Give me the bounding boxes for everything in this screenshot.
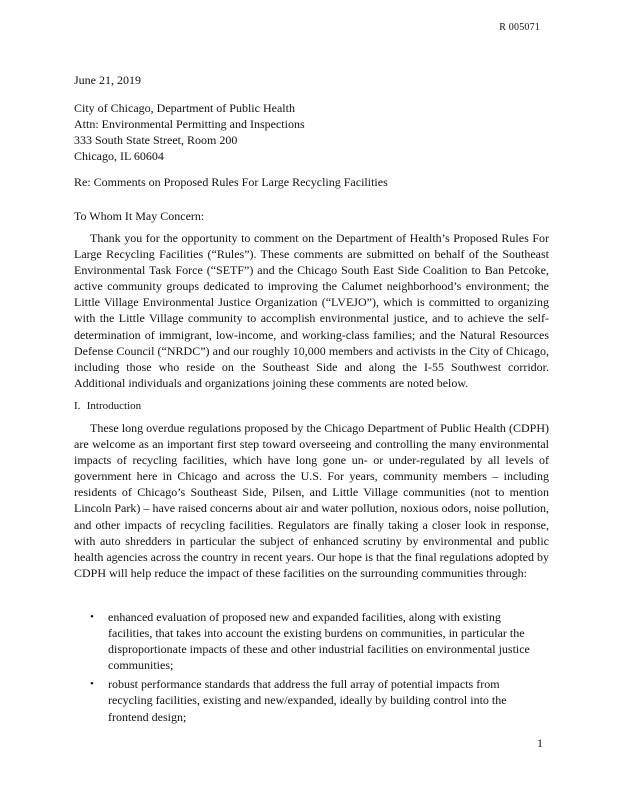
section-title: Introduction xyxy=(86,400,142,412)
list-item xyxy=(90,676,545,724)
list-item xyxy=(90,609,545,673)
page-number: 1 xyxy=(537,736,543,750)
salutation: To Whom It May Concern: xyxy=(74,209,205,223)
recipient-line-4: Chicago, IL 60604 xyxy=(74,149,164,163)
recipient-line-3: 333 South State Street, Room 200 xyxy=(74,133,238,147)
bullet-text: robust performance standards that address the full array of potential impacts from recycling facilities, existing and new/expanded, ideally by building control into the frontend design; xyxy=(108,677,507,724)
bates-number: R 005071 xyxy=(499,22,540,33)
bullet-icon: • xyxy=(90,678,94,691)
subject-line: Re: Comments on Proposed Rules For Large Recycling Facilities xyxy=(74,175,388,189)
bullet-icon: • xyxy=(90,611,94,623)
letter-date: June 21, 2019 xyxy=(74,73,141,87)
intro-paragraph: Thank you for the opportunity to comment on the Department of Health’s Proposed Rules For Large Recycling Facilities (“Rules”). These comments are submitted on behalf of the Southeast Environmental Task Force (“SETF”) and the Chicago South East Side Coalition to Ban Petcoke, active community groups dedicated to improving the Calumet neighborhood’s environment; the Little Village Environmental Justice Organization (“LVEJO”), which is committed to organizing with the Little Village community to accomplish environmental justice, and to achieve the self-determination of immigrant, low-income, and working-class families; and the Natural Resources Defense Council (“NRDC”) and our roughly 10,000 members and activists in the City of Chicago, including those who reside on the Southeast Side and along the I-55 Southwest corridor. Additional individuals and organizations joining these comments are noted below. xyxy=(74,231,549,390)
recipient-line-2: Attn: Environmental Permitting and Inspections xyxy=(74,117,305,131)
section-heading xyxy=(74,399,141,413)
section-number: I. xyxy=(74,400,81,412)
recipient-line-1: City of Chicago, Department of Public Health xyxy=(74,101,295,115)
bullet-list xyxy=(90,609,545,728)
bullet-text: enhanced evaluation of proposed new and expanded facilities, along with existing facilities, that takes into account the existing burdens on communities, in particular the disproportionate impacts of these and other industrial facilities on environmental justice communities; xyxy=(108,610,530,673)
section-paragraph: These long overdue regulations proposed by the Chicago Department of Public Health (CDPH) are welcome as an important first step toward overseeing and controlling the many environmental impacts of recycling facilities, which have long gone un- or under-regulated by all levels of government here in Chicago and across the U.S. For years, community members – including residents of Chicago’s Southeast Side, Pilsen, and Little Village communities (not to mention Lincoln Park) – have raised concerns about air and water pollution, noxious odors, noise pollution, and other impacts of recycling facilities. Regulators are finally taking a closer look in response, with auto shredders in particular the subject of enhanced scrutiny by environmental and public health agencies across the country in recent years. Our hope is that the final regulations adopted by CDPH will help reduce the impact of these facilities on the surrounding communities through: xyxy=(74,421,549,580)
